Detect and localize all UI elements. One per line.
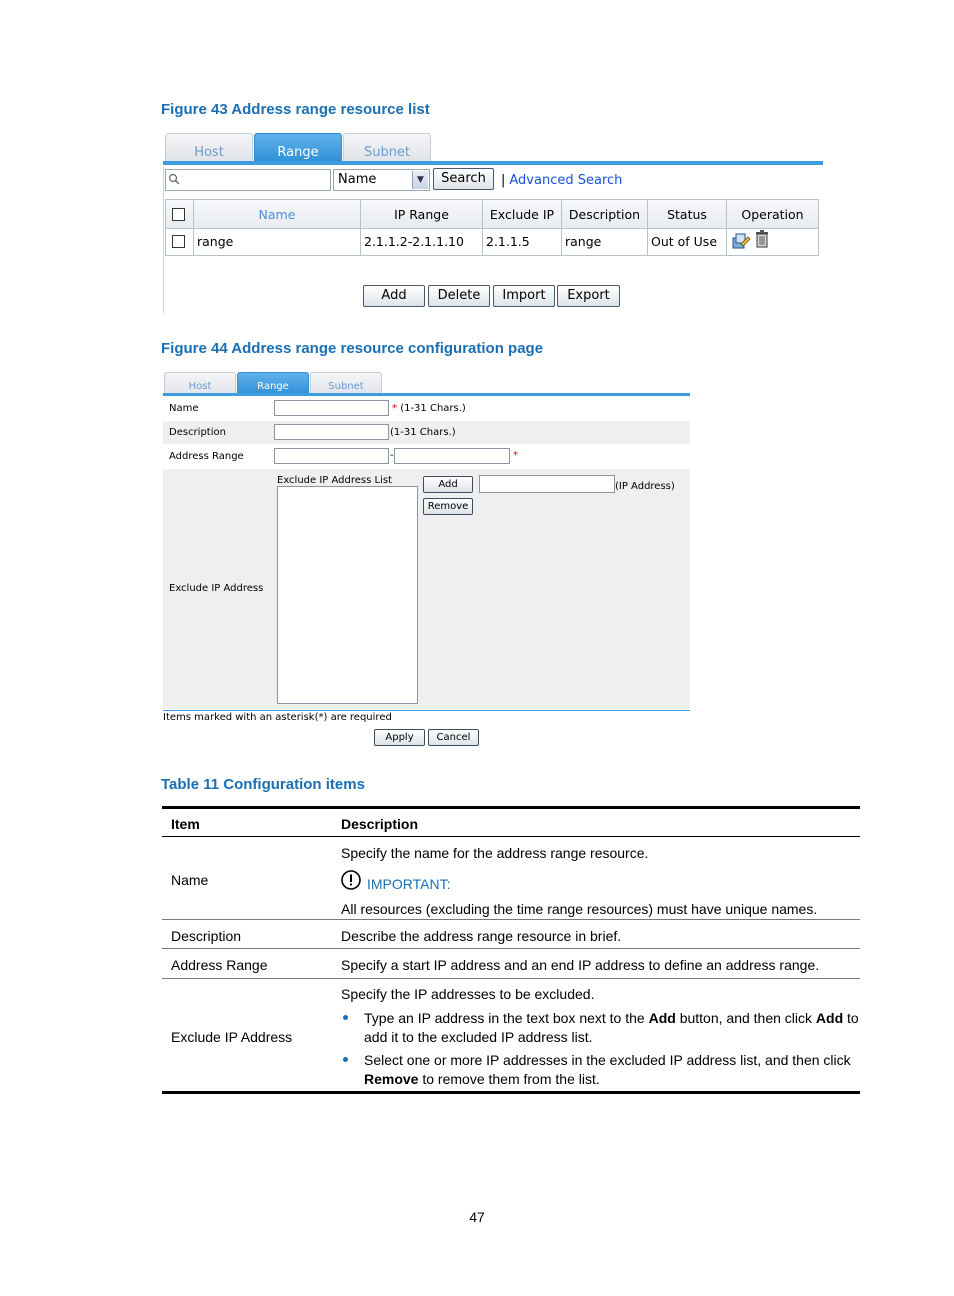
search-button[interactable]: Search [433,168,494,190]
description-label: Description [169,427,226,438]
bullet-1-post: to [843,1010,859,1026]
cell-name: range [194,229,361,255]
row-separator [162,919,860,920]
export-button[interactable]: Export [557,285,620,307]
table-row [166,229,818,255]
item-name: Name [171,872,209,888]
import-button[interactable]: Import [493,285,555,307]
column-header-status: Status [648,200,727,228]
address-range-row [163,445,690,468]
search-input[interactable] [165,169,331,191]
bullet-2-line-1: Select one or more IP addresses in the excluded IP address list, and then click [364,1052,851,1068]
exclude-ip-label: Exclude IP Address [169,583,264,594]
column-header-exclude-ip: Exclude IP [483,200,562,228]
range-start-input[interactable] [274,448,389,464]
important-text: All resources (excluding the time range resources) must have unique names. [341,901,818,917]
address-range-config-panel [163,370,690,750]
remove-ip-button[interactable]: Remove [423,498,473,515]
column-header-description: Description [562,200,648,228]
figure-43-caption: Figure 43 Address range resource list [161,101,430,118]
tab-underline [163,393,690,396]
bullet-2-post: to remove them from the list. [418,1071,600,1087]
name-hint-text: (1-31 Chars.) [400,403,466,414]
description-input[interactable] [274,424,389,440]
cell-description: range [562,229,648,255]
row-checkbox[interactable] [172,235,185,248]
name-hint [392,403,466,414]
bullet-2-bold: Remove [364,1071,419,1087]
advanced-search-link[interactable]: Advanced Search [509,173,623,188]
header-bottom-line [162,836,860,837]
table-bottom-border [162,1091,860,1094]
cell-exclude-ip: 2.1.1.5 [483,229,562,255]
item-description: Description [171,928,242,944]
desc-name: Specify the name for the address range resource. [341,845,649,861]
exclude-ip-list[interactable] [277,486,418,704]
header-description: Description [341,816,419,832]
page-number: 47 [469,1209,485,1225]
search-field-select[interactable] [333,169,430,191]
tab-host[interactable]: Host [164,372,236,396]
apply-button[interactable]: Apply [374,729,425,746]
search-field-value: Name [338,172,377,187]
required-star: * [513,450,518,461]
resource-grid [165,199,819,256]
grid-header-row [166,200,818,229]
name-input[interactable] [274,400,389,416]
range-dash: - [390,450,394,461]
exclude-ip-input[interactable] [479,475,615,493]
cell-status: Out of Use [648,229,727,255]
desc-exclude-ip: Specify the IP addresses to be excluded. [341,986,595,1002]
tab-underline [163,161,823,165]
column-header-operation: Operation [741,207,804,222]
advanced-search-area [501,173,622,188]
important-icon [341,870,361,890]
select-all-checkbox[interactable] [172,208,185,221]
row-select-cell [166,229,194,255]
select-all-cell [166,200,194,228]
tab-range[interactable]: Range [237,372,309,396]
name-row [163,397,690,420]
important-label: IMPORTANT: [367,876,451,892]
column-header-ip-range: IP Range [361,200,483,228]
bullet-icon [343,1015,348,1020]
table-11-caption: Table 11 Configuration items [161,776,365,793]
row-separator [162,948,860,949]
ip-address-hint: (IP Address) [615,481,675,492]
name-label: Name [169,403,199,414]
column-header-name[interactable]: Name [194,200,361,228]
cell-ip-range: 2.1.1.2-2.1.1.10 [361,229,483,255]
form-bottom-line [163,710,690,711]
description-row [163,421,690,444]
add-button[interactable]: Add [363,285,425,307]
description-hint: (1-31 Chars.) [390,427,456,438]
figure-44-caption: Figure 44 Address range resource configuration page [161,340,544,357]
bullet-1-line-2: add it to the excluded IP address list. [364,1029,593,1045]
tab-subnet[interactable]: Subnet [343,133,431,163]
chevron-down-icon: ▼ [412,171,428,189]
bullet-icon [343,1057,348,1062]
search-icon [168,173,180,185]
trash-icon[interactable] [755,230,769,248]
item-address-range: Address Range [171,957,268,973]
delete-button[interactable]: Delete [428,285,490,307]
address-range-list-panel [163,131,823,313]
cancel-button[interactable]: Cancel [428,729,479,746]
bullet-1-bold-1: Add [648,1010,676,1026]
tab-bar [163,131,823,165]
bullet-1-pre: Type an IP address in the text box next to the [364,1010,649,1026]
edit-icon[interactable] [731,232,751,250]
desc-description: Describe the address range resource in brief. [341,928,622,944]
row-separator [162,978,860,979]
item-exclude-ip: Exclude IP Address [171,1029,293,1045]
add-ip-button[interactable]: Add [423,476,473,493]
desc-address-range: Specify a start IP address and an end IP address to define an address range. [341,957,820,973]
required-note: Items marked with an asterisk(*) are required [163,712,392,723]
range-end-input[interactable] [394,448,510,464]
header-item: Item [171,816,200,832]
bullet-1-bold-2: Add [815,1010,844,1026]
tab-host[interactable]: Host [165,133,253,163]
separator: | [501,173,506,188]
bullet-1-line-1 [364,1010,859,1026]
bullet-2-line-2 [364,1071,600,1087]
exclude-list-label: Exclude IP Address List [277,475,392,486]
tab-subnet[interactable]: Subnet [310,372,382,396]
required-star: * [392,403,397,414]
search-bar [163,167,823,193]
tab-range[interactable]: Range [254,133,342,163]
address-range-label: Address Range [169,451,244,462]
bullet-1-mid: button, and then click [675,1010,816,1026]
table-top-border [162,806,860,809]
